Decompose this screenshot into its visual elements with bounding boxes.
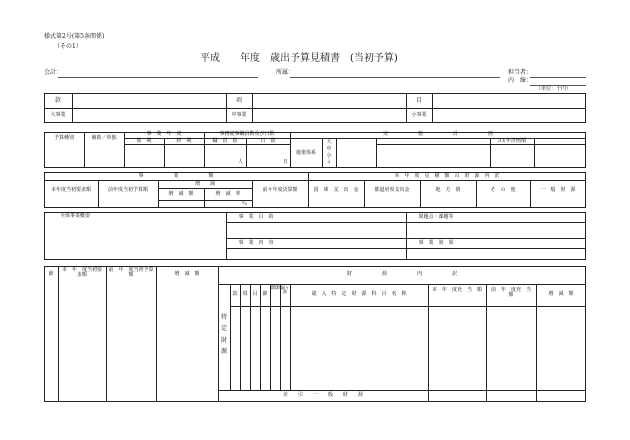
account-label: 会計： [44, 69, 63, 76]
policy-label: 施策体系 [295, 150, 316, 156]
budget-type-label: 予算種別 [53, 135, 74, 141]
project-year-label: 事 業 年 度 [146, 131, 182, 137]
person-underline [530, 77, 586, 78]
revenue-name-label: 歳 入 特 定 財 源 科 目 名 称 [311, 291, 407, 297]
down-arrow-icon: ↓ [326, 159, 332, 165]
detail-saisetsu-label: 細節 [270, 285, 281, 291]
detail-moku-label: 目 [252, 291, 258, 297]
setsu-label: 節 [48, 271, 54, 277]
kou-label: 項 [235, 97, 242, 104]
account-underline [58, 77, 258, 78]
detail-saisaisetsu-label: 細々節 [281, 285, 289, 294]
nichi-unit: 日 [283, 159, 289, 165]
purpose-label: 事 業 目 的 [238, 214, 274, 220]
chujigyo-label: 中事業 [231, 112, 247, 118]
moku-label: 目 [415, 97, 422, 104]
change-amount-label: 増 減 額 [168, 191, 194, 197]
department-label: 所属： [276, 69, 295, 76]
shojigyo-label: 小事業 [411, 112, 427, 118]
dai-label: 大 [326, 139, 332, 145]
prefecture-subsidy-label: 都道府県支出金 [374, 187, 410, 193]
form-number: 様式第2号(第5条関係) [44, 33, 105, 40]
page-title: 平成 年度 歳出予算見積書 (当初予算) [200, 53, 398, 64]
unit-label: （単位：千円） [536, 86, 572, 92]
start-label: 始 期 [136, 138, 152, 144]
chu-label: 中 [326, 146, 332, 152]
this-year-request-label: 本年度当初要求額 [50, 187, 91, 193]
local-bond-label: 地 方 債 [435, 187, 461, 193]
department-underline [290, 77, 500, 78]
change-rate-label: 増 減 率 [215, 191, 241, 197]
detail-kou-label: 項 [242, 291, 248, 297]
three-year-plan-label: 3ヵ年計画額 [497, 138, 527, 144]
extension-label: 内 線： [508, 77, 533, 84]
last-year-budget-label: 前年度当初予算額 [107, 187, 148, 193]
prior-settlement-label: 前々年度決算額 [262, 187, 298, 193]
daijigyo-label: 大事業 [50, 112, 66, 118]
nin-unit: 人 [238, 159, 244, 165]
effect-label: 事 業 効 果 [418, 240, 454, 246]
form-part: （その1） [54, 43, 82, 50]
last-year-budget-label-2: 前 年 度当初予算額 [108, 267, 154, 278]
percent-unit: ％ [242, 201, 248, 207]
national-subsidy-label: 国 庫 支 出 金 [313, 187, 359, 193]
general-fund-label: 一 般 財 源 [540, 187, 576, 193]
funding-source-label: 本 年 度 見 積 額 の 財 源 内 訳 [394, 173, 500, 179]
issues-label: 問題点・課題等 [418, 214, 454, 220]
change-label: 増 減 [194, 181, 215, 187]
staff-label: 事務従事職員数及び日数 [219, 131, 275, 137]
end-label: 終 期 [176, 138, 192, 144]
content-label: 事 業 内 容 [238, 240, 274, 246]
overview-label: 全体事業概要 [60, 213, 91, 219]
project-cost-label: 事 業 額 [138, 173, 214, 179]
kan-label: 款 [54, 97, 61, 104]
allocation-change-label: 増 減 額 [548, 291, 574, 297]
net-general-fund-label: 差 引 一 般 財 源 [282, 392, 363, 398]
plan-label: 実 施 計 画 [382, 131, 493, 137]
project-overview-table [44, 212, 586, 260]
other-label: そ の 他 [490, 187, 516, 193]
days-label: 日 数 [260, 138, 276, 144]
detail-kan-label: 款 [232, 291, 238, 297]
person-label: 担当者： [508, 69, 533, 76]
last-year-allocation-label: 前 年 度充 当 額 [490, 287, 537, 298]
detail-setsu-label: 節 [262, 291, 268, 297]
specific-source-label: 特 定 財 源 [220, 314, 234, 356]
funding-breakdown-label: 財 源 内 訳 [346, 271, 457, 277]
this-year-request-label-2: 本 年 度当初要求額 [61, 267, 102, 278]
hojo-label: 補助／単独 [91, 135, 117, 141]
sho-label: 小 [326, 153, 332, 159]
this-year-allocation-label: 本 年 度充 当 額 [431, 287, 482, 293]
change-amount-label-2: 増 減 額 [174, 271, 200, 277]
staff-count-label: 職 員 数 [212, 138, 238, 144]
